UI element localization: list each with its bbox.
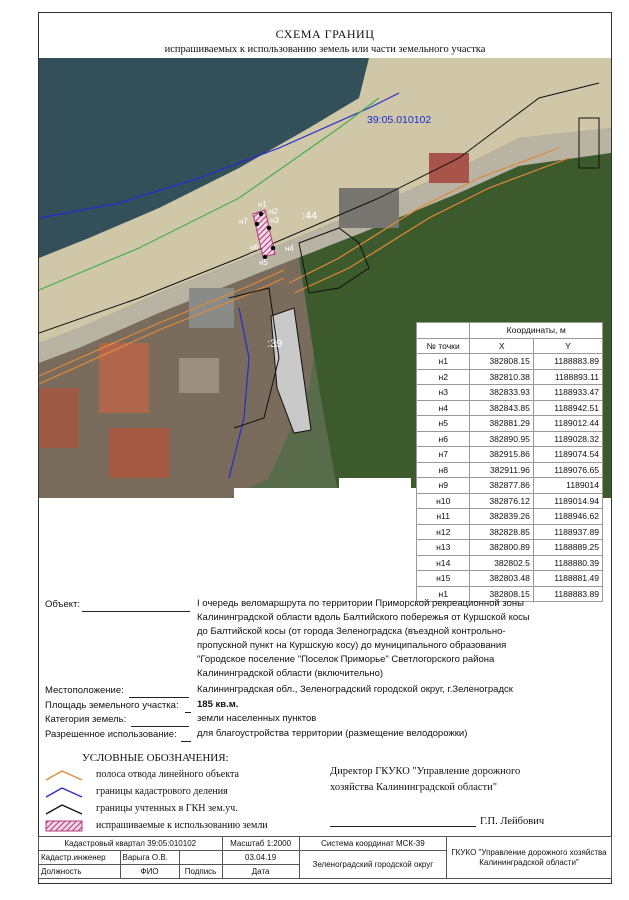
director-name: Г.П. Лейбович: [480, 816, 545, 827]
stamp-org: ГКУКО "Управление дорожного хозяйства Калининградской области": [447, 837, 612, 879]
parcel-44-label: :44: [302, 210, 318, 222]
registered-parcel-icon: [44, 802, 84, 816]
point-label: н3: [270, 216, 279, 225]
title-block: [38, 836, 612, 879]
coord-y: 1189012.44: [533, 416, 602, 432]
coord-point: н10: [417, 493, 470, 509]
coord-x: 382881.29: [470, 416, 534, 432]
stamp-system: Система координат МСК-39: [299, 837, 446, 851]
coord-y: 1188937.89: [533, 524, 602, 540]
coord-point: н3: [417, 385, 470, 401]
coord-row: [417, 431, 603, 447]
coord-row: [417, 493, 603, 509]
coord-point: н14: [417, 555, 470, 571]
legend-title: УСЛОВНЫЕ ОБОЗНАЧЕНИЯ:: [82, 752, 229, 764]
signature-line: [330, 826, 476, 827]
category-value: земли населенных пунктов: [197, 713, 317, 724]
coord-row: [417, 354, 603, 370]
coord-x: 382810.38: [470, 369, 534, 385]
stamp-h-sign: Подпись: [179, 865, 222, 879]
coord-row: [417, 478, 603, 494]
stamp-scale: Масштаб 1:2000: [222, 837, 299, 851]
coord-point: н1: [417, 354, 470, 370]
coord-point: н5: [417, 416, 470, 432]
coord-title: Координаты, м: [470, 323, 603, 339]
col-x: X: [470, 338, 534, 354]
category-label: Категория земель:: [45, 714, 127, 725]
coord-y: 1189028.32: [533, 431, 602, 447]
area-value: 185 кв.м.: [197, 699, 239, 710]
coord-x: 382800.89: [470, 540, 534, 556]
stamp-engineer-name: Варыга О.В.: [120, 851, 179, 865]
coord-x: 382876.12: [470, 493, 534, 509]
coord-x: 382890.95: [470, 431, 534, 447]
director-line2: хозяйства Калининградской области": [330, 782, 498, 793]
coord-x: 382843.85: [470, 400, 534, 416]
stamp-engineer-label: Кадастр.инженер: [39, 851, 121, 865]
quarter-label: 39:05.010102: [367, 114, 432, 126]
point-label: н1: [258, 200, 267, 209]
coord-row: [417, 447, 603, 463]
coord-row: [417, 524, 603, 540]
coord-x: 382803.48: [470, 571, 534, 587]
coord-x: 382911.96: [470, 462, 534, 478]
coord-y: 1188881.49: [533, 571, 602, 587]
coord-point: н2: [417, 369, 470, 385]
use-value: для благоустройства территории (размещение велодорожки): [197, 728, 468, 739]
coord-y: 1188883.89: [533, 354, 602, 370]
stamp-h-date: Дата: [222, 865, 299, 879]
coord-x: 382833.93: [470, 385, 534, 401]
stamp-quarter: Кадастровый квартал 39:05:010102: [39, 837, 223, 851]
use-label: Разрешенное использование:: [45, 729, 177, 740]
coord-y: 1188889.25: [533, 540, 602, 556]
parcel-39-label: :39: [267, 338, 283, 350]
coord-x: 382828.85: [470, 524, 534, 540]
coord-y: 1188880.39: [533, 555, 602, 571]
legend-item: границы кадастрового деления: [44, 785, 84, 801]
stamp-district: Зеленоградский городской округ: [299, 851, 446, 879]
location-label: Местоположение:: [45, 685, 124, 696]
coord-point: н12: [417, 524, 470, 540]
coord-row: [417, 400, 603, 416]
legend-item: границы учтенных в ГКН зем.уч.: [44, 802, 84, 818]
coord-row: [417, 571, 603, 587]
col-y: Y: [533, 338, 602, 354]
point-label: н4: [285, 244, 294, 253]
coord-y: 1188893.11: [533, 369, 602, 385]
location-value: Калининградская обл., Зеленоградский городской округ, г.Зеленоградск: [197, 684, 513, 695]
point-label: н5: [259, 258, 268, 267]
coord-x: 382877.86: [470, 478, 534, 494]
coord-x: 382802.5: [470, 555, 534, 571]
point-label: н2: [269, 207, 278, 216]
legend-item: испрашиваемые к использованию земли: [44, 819, 84, 835]
director-line1: Директор ГКУКО "Управление дорожного: [330, 766, 521, 777]
coord-row: [417, 369, 603, 385]
coord-x: 382915.86: [470, 447, 534, 463]
coord-y: 1189074.54: [533, 447, 602, 463]
coordinates-table: [416, 322, 603, 602]
object-label: Объект:: [45, 599, 80, 610]
coord-point: н6: [417, 431, 470, 447]
hatched-area-icon: [44, 819, 84, 833]
coord-y: 1188933.47: [533, 385, 602, 401]
coord-y: 1188883.89: [533, 586, 602, 602]
coord-row: [417, 555, 603, 571]
coord-x: 382839.26: [470, 509, 534, 525]
point-label: н7: [239, 217, 248, 226]
coord-y: 1188942.51: [533, 400, 602, 416]
stamp-h-fio: ФИО: [120, 865, 179, 879]
coord-point: н8: [417, 462, 470, 478]
coord-y: 1189076.65: [533, 462, 602, 478]
map-subtitle: испрашиваемых к использованию земель или части земельного участка: [164, 44, 486, 55]
coord-row: [417, 540, 603, 556]
coord-point: н13: [417, 540, 470, 556]
coord-point: н1: [417, 586, 470, 602]
cadastral-division-icon: [44, 785, 84, 799]
coord-y: 1189014: [533, 478, 602, 494]
coord-point: н4: [417, 400, 470, 416]
road-allotment-icon: [44, 768, 84, 782]
stamp-date: 03.04.19: [222, 851, 299, 865]
point-label: н6: [250, 243, 259, 252]
coord-row: [417, 416, 603, 432]
col-point: № точки: [417, 338, 470, 354]
coord-point: н15: [417, 571, 470, 587]
coord-point: н9: [417, 478, 470, 494]
object-value: I очередь веломаршрута по территории Приморской рекреационной зоны Калининградской области вдоль Балтийского побережья от Куршской косы до Балтийской косы (от города Зеленоградска (въездной контрольно- пропускной пункт на Куршскую косу) до муниципального образования "Городское поселение "Поселок Приморье" Светлогорского района Калининградской области (включительно): [197, 598, 530, 679]
coord-point: н7: [417, 447, 470, 463]
coord-row: [417, 462, 603, 478]
coord-x: 382808.15: [470, 586, 534, 602]
coord-y: 1188946.62: [533, 509, 602, 525]
coord-point: н11: [417, 509, 470, 525]
coord-row: [417, 509, 603, 525]
coord-y: 1189014.94: [533, 493, 602, 509]
coord-x: 382808.15: [470, 354, 534, 370]
stamp-h-position: Должность: [39, 865, 121, 879]
map-title: СХЕМА ГРАНИЦ: [275, 27, 375, 41]
coord-row: [417, 385, 603, 401]
area-label: Площадь земельного участка:: [45, 700, 179, 711]
legend-item: полоса отвода линейного объекта: [44, 768, 84, 784]
